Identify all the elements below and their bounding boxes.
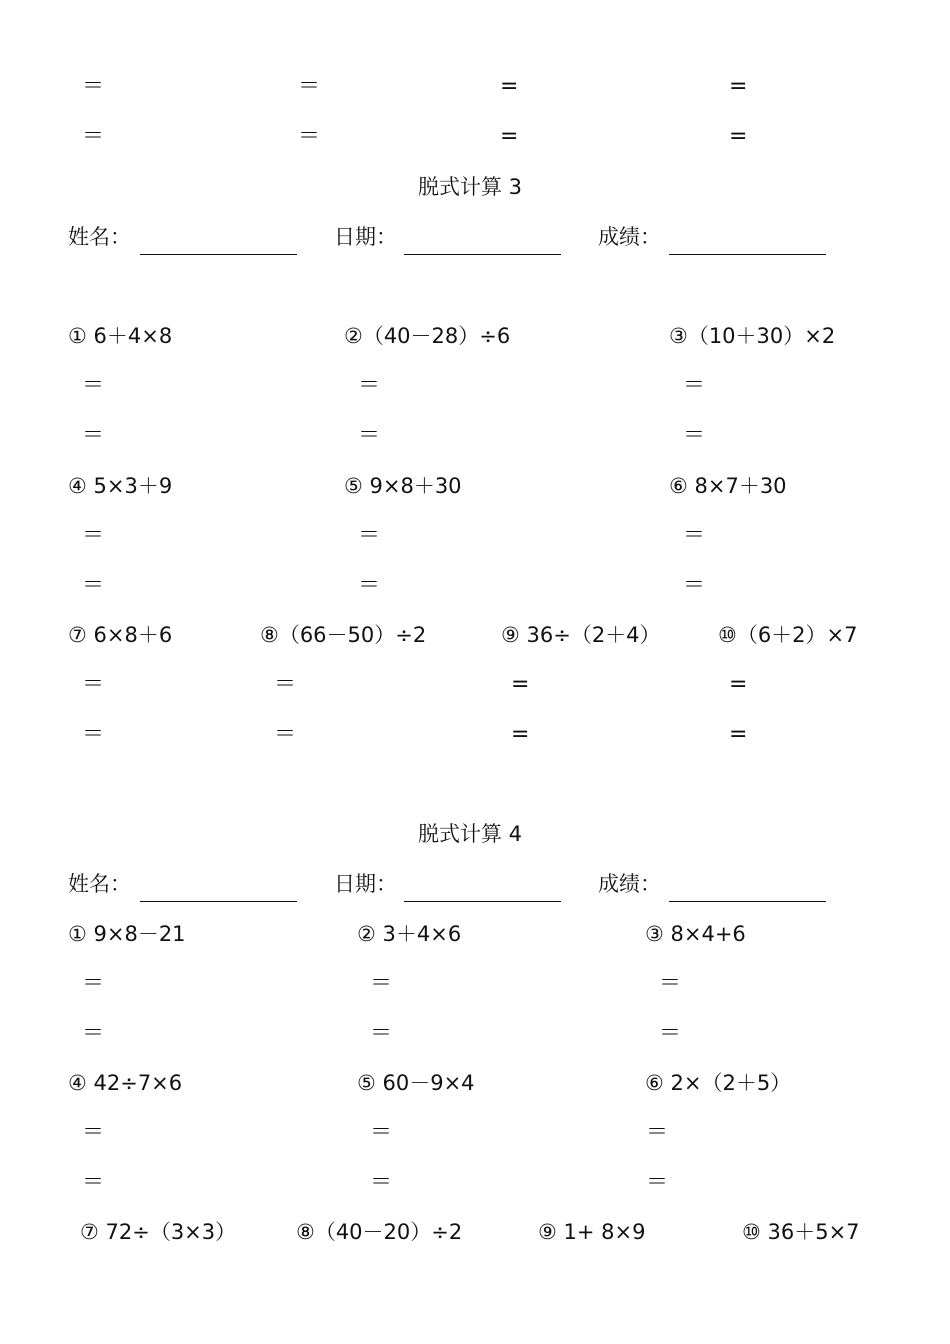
equals-sign: ＝ <box>370 971 393 996</box>
equals-sign: ＝ <box>82 124 105 149</box>
equals-sign: = <box>500 74 519 99</box>
equals-sign: = <box>500 124 519 149</box>
problem-4: ④ 42÷7×6 <box>68 1071 183 1095</box>
problem-7: ⑦ 6×8＋6 <box>68 623 173 647</box>
problem-1: ① 9×8－21 <box>68 922 186 946</box>
equals-sign: ＝ <box>683 373 706 398</box>
equals-sign: ＝ <box>683 423 706 448</box>
date-field[interactable] <box>404 901 561 902</box>
equals-sign: ＝ <box>358 523 381 548</box>
problem-10: ⑩（6＋2）×7 <box>718 623 858 647</box>
equals-sign: ＝ <box>82 74 105 99</box>
name-field[interactable] <box>140 254 297 255</box>
equals-sign: ＝ <box>358 573 381 598</box>
score-field[interactable] <box>669 901 826 902</box>
equals-sign: ＝ <box>274 722 297 747</box>
equals-sign: ＝ <box>82 1120 105 1145</box>
equals-sign: = <box>729 74 748 99</box>
equals-sign: ＝ <box>82 373 105 398</box>
problem-7: ⑦ 72÷（3×3） <box>80 1220 237 1244</box>
equals-sign: ＝ <box>358 373 381 398</box>
problem-5: ⑤ 9×8＋30 <box>344 474 462 498</box>
equals-sign: ＝ <box>370 1120 393 1145</box>
page-title: 脱式计算 3 <box>418 175 523 199</box>
score-label: 成绩： <box>598 872 661 896</box>
equals-sign: ＝ <box>370 1021 393 1046</box>
equals-sign: ＝ <box>82 672 105 697</box>
problem-3: ③（10＋30）×2 <box>669 324 836 348</box>
problem-6: ⑥ 8×7＋30 <box>669 474 787 498</box>
equals-sign: ＝ <box>646 1120 669 1145</box>
problem-5: ⑤ 60－9×4 <box>357 1071 475 1095</box>
equals-sign: ＝ <box>646 1170 669 1195</box>
equals-sign: ＝ <box>659 1021 682 1046</box>
equals-sign: ＝ <box>659 971 682 996</box>
score-label: 成绩： <box>598 225 661 249</box>
name-label: 姓名： <box>68 225 131 249</box>
equals-sign: ＝ <box>82 573 105 598</box>
equals-sign: = <box>729 722 748 747</box>
problem-9: ⑨ 36÷（2＋4） <box>501 623 661 647</box>
problem-4: ④ 5×3＋9 <box>68 474 173 498</box>
equals-sign: ＝ <box>370 1170 393 1195</box>
equals-sign: = <box>511 672 530 697</box>
date-field[interactable] <box>404 254 561 255</box>
problem-1: ① 6＋4×8 <box>68 324 173 348</box>
date-label: 日期： <box>334 872 397 896</box>
equals-sign: = <box>729 672 748 697</box>
equals-sign: ＝ <box>82 523 105 548</box>
equals-sign: ＝ <box>683 523 706 548</box>
name-field[interactable] <box>140 901 297 902</box>
equals-sign: ＝ <box>82 722 105 747</box>
equals-sign: ＝ <box>82 1170 105 1195</box>
problem-8: ⑧（66－50）÷2 <box>260 623 427 647</box>
equals-sign: = <box>729 124 748 149</box>
problem-2: ②（40－28）÷6 <box>344 324 511 348</box>
equals-sign: = <box>511 722 530 747</box>
equals-sign: ＝ <box>274 672 297 697</box>
problem-2: ② 3＋4×6 <box>357 922 462 946</box>
page-title: 脱式计算 4 <box>418 822 523 846</box>
equals-sign: ＝ <box>683 573 706 598</box>
problem-8: ⑧（40－20）÷2 <box>296 1220 463 1244</box>
equals-sign: ＝ <box>82 1021 105 1046</box>
equals-sign: ＝ <box>298 124 321 149</box>
problem-10: ⑩ 36＋5×7 <box>742 1220 860 1244</box>
problem-6: ⑥ 2×（2＋5） <box>645 1071 792 1095</box>
equals-sign: ＝ <box>82 423 105 448</box>
equals-sign: ＝ <box>298 74 321 99</box>
problem-9: ⑨ 1+ 8×9 <box>538 1220 646 1244</box>
problem-3: ③ 8×4+6 <box>645 922 746 946</box>
date-label: 日期： <box>334 225 397 249</box>
equals-sign: ＝ <box>82 971 105 996</box>
equals-sign: ＝ <box>358 423 381 448</box>
score-field[interactable] <box>669 254 826 255</box>
name-label: 姓名： <box>68 872 131 896</box>
